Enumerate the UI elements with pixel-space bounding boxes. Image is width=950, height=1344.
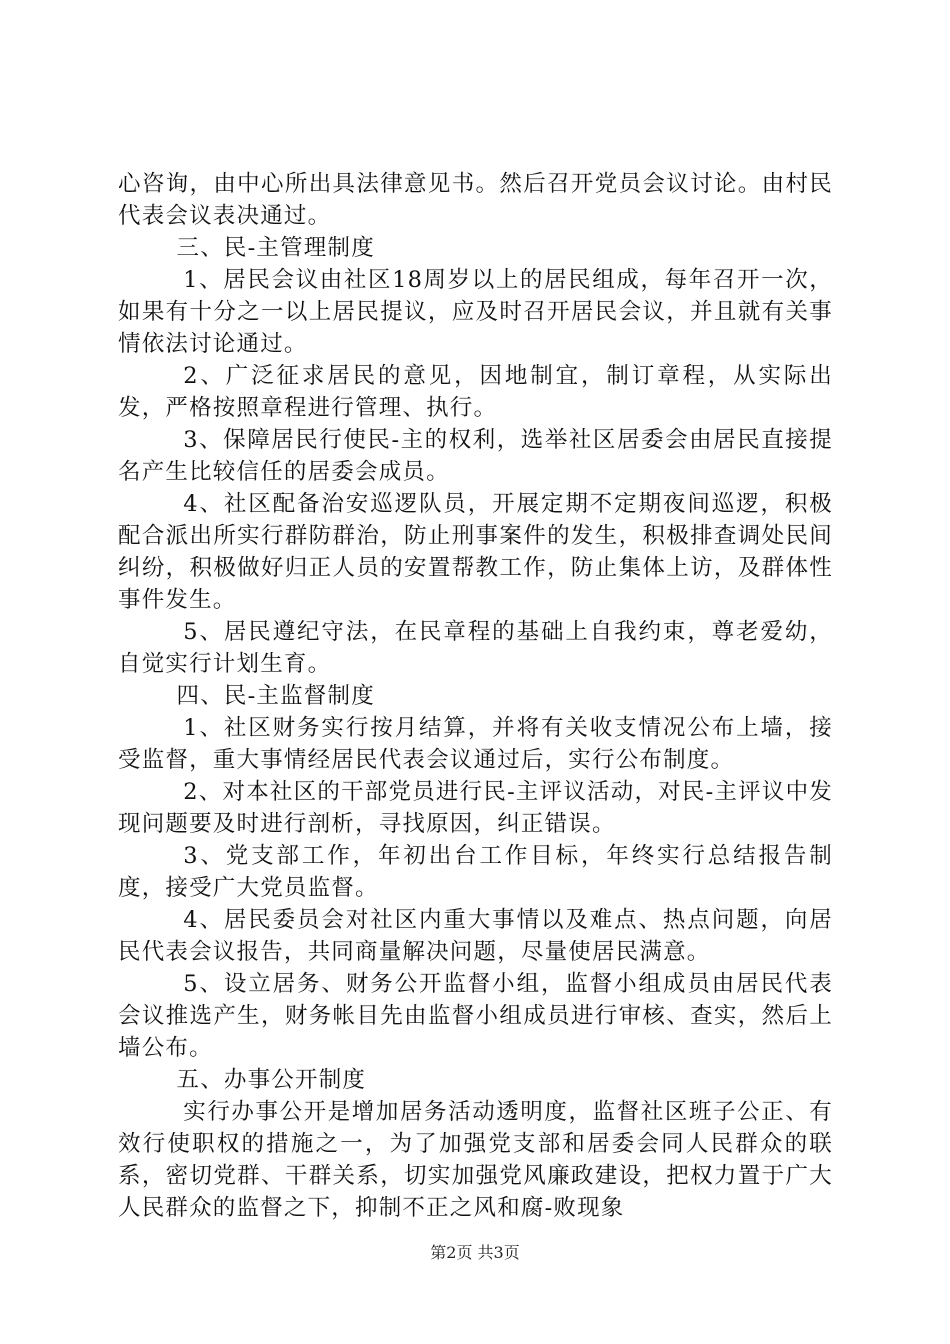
paragraph-9: 2、对本社区的干部党员进行民-主评议活动，对民-主评议中发现问题要及时进行剖析，寻找原因，纠正错误。 — [118, 779, 833, 837]
page-footer: 第2页 共3页 — [430, 1243, 520, 1262]
paragraph-14: 实行办事公开是增加居务活动透明度，监督社区班子公正、有效行使职权的措施之一，为了加强党支部和居委会同人民群众的联系，密切党群、干群关系，切实加强党风廉政建设，把权力置于广大人民群众的监督之下，抑制不正之风和腐-败现象 — [118, 1099, 833, 1221]
paragraph-2: 1、居民会议由社区18周岁以上的居民组成，每年召开一次，如果有十分之一以上居民提议，应及时召开居民会议，并且就有关事情依法讨论通过。 — [118, 267, 833, 357]
paragraph-12: 5、设立居务、财务公开监督小组，监督小组成员由居民代表会议推选产生，财务帐目先由监督小组成员进行审核、查实，然后上墙公布。 — [118, 971, 833, 1061]
paragraph-3: 2、广泛征求居民的意见，因地制宜，制订章程，从实际出发，严格按照章程进行管理、执行。 — [118, 363, 833, 421]
paragraph-5: 4、社区配备治安巡逻队员，开展定期不定期夜间巡逻，积极配合派出所实行群防群治，防止刑事案件的发生，积极排查调处民间纠纷，积极做好归正人员的安置帮教工作，防止集体上访，及群体性事件发生。 — [118, 491, 833, 613]
section-heading-5: 五、办事公开制度 — [176, 1067, 367, 1093]
paragraph-0: 心咨询，由中心所出具法律意见书。然后召开党员会议讨论。由村民代表会议表决通过。 — [118, 171, 833, 229]
paragraph-6: 5、居民遵纪守法，在民章程的基础上自我约束，尊老爱幼，自觉实行计划生育。 — [118, 619, 833, 677]
paragraph-8: 1、社区财务实行按月结算，并将有关收支情况公布上墙，接受监督，重大事情经居民代表会议通过后，实行公布制度。 — [118, 715, 833, 773]
section-heading-3: 三、民-主管理制度 — [176, 235, 375, 261]
paragraph-11: 4、居民委员会对社区内重大事情以及难点、热点问题，向居民代表会议报告，共同商量解决问题，尽量使居民满意。 — [118, 907, 833, 965]
paragraph-10: 3、党支部工作，年初出台工作目标，年终实行总结报告制度，接受广大党员监督。 — [118, 843, 833, 901]
paragraph-4: 3、保障居民行使民-主的权利，选举社区居委会由居民直接提名产生比较信任的居委会成员。 — [118, 427, 833, 485]
document-body — [118, 168, 833, 1224]
section-heading-4: 四、民-主监督制度 — [176, 683, 375, 709]
